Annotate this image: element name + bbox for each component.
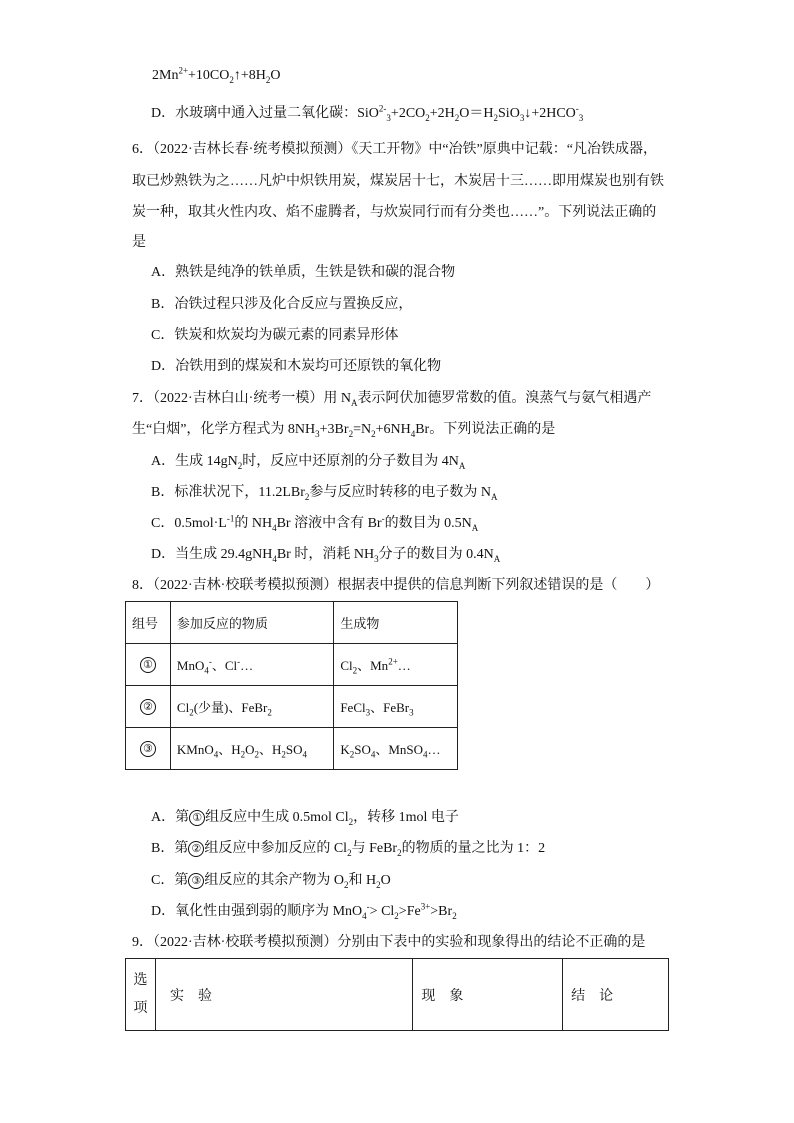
q8-option-c: C．第 ③ 组反应的其余产物为 $O_2$和 $H_2O$ (151, 873, 391, 890)
q8-row3-number: ③ (140, 741, 156, 757)
q8-table-row-2 (126, 686, 458, 728)
q8-row1-number: ① (140, 657, 156, 673)
circled-number-icon: ① (189, 810, 205, 826)
q9-table-header-row (126, 959, 669, 1031)
q8-row3-products: $K_2SO_4$、MnSO$_4$… (334, 728, 458, 770)
q6-stem-line-4: 是 (132, 235, 146, 250)
q8-row3-reactants: KMnO$_4$、$H_2O_2$、$H_2SO_4$ (170, 728, 333, 770)
q7-stem-line-2: 生“白烟”，化学方程式为 $8NH_3+3Br_2=N_2+6NH_4Br$。下列说法正确的是 (132, 422, 556, 439)
q6-stem-line-2: 取已炒熟铁为之……凡炉中炽铁用炭，煤炭居十七，木炭居十三……即用煤炭也别有铁 (132, 174, 664, 189)
q8-option-b: B．第 ② 组反应中参加反应的 $Cl_2$与 FeBr$_2$的物质的量之比为 1：2 (151, 841, 546, 858)
q8-row1-reactants: MnO$_4$-、Cl-… (170, 644, 333, 686)
q9-stem: 9．（2022·吉林·校联考模拟预测）分别由下表中的实验和现象得出的结论不正确的是 (132, 935, 646, 950)
q6-option-c: C．铁炭和炊炭均为碳元素的同素异形体 (151, 328, 399, 343)
circled-number-icon: ③ (188, 873, 204, 889)
q9-header-option: 选 项 (126, 959, 156, 1031)
q9-header-phenomenon: 现 象 (413, 959, 563, 1031)
q8-header-products: 生成物 (334, 602, 458, 644)
q8-stem: 8．（2022·吉林·校联考模拟预测）根据表中提供的信息判断下列叙述错误的是（ ） (132, 578, 660, 593)
q8-row2-number: ② (140, 699, 156, 715)
q8-header-group: 组号 (126, 602, 171, 644)
q7-option-d: D．当生成 29.4gNH$_4$Br 时，消耗 $NH_3$分子的数目为 $0.4N_A$ (151, 547, 501, 564)
q7-stem-line-1: 7．（2022·吉林白山·统考一模）用 $N_A$表示阿伏加德罗常数的值。溴蒸气与氨气相遇产 (132, 391, 652, 408)
q7-option-c: C．$0.5mol\cdot L^{-1}$的 $NH_4Br$ 溶液中含有 Br-的数目为 $0.5N_A$ (151, 513, 479, 533)
q7-option-b: B．标准状况下，11.2LBr$_2$参与反应时转移的电子数为 $N_A$ (151, 485, 498, 502)
q8-table (125, 601, 458, 770)
q5-option-d: D．水玻璃中通入过量二氧化碳：$SiO^{2-}_3+2CO_2+2H_2O=H_2SiO_3↓+2HCO^-_3$ (151, 103, 584, 123)
q8-row1-products: $Cl_2$、$Mn^{2+}\dots$ (334, 644, 458, 686)
q9-table (125, 958, 669, 1031)
q6-option-b: B．冶铁过程只涉及化合反应与置换反应， (151, 297, 413, 312)
q6-option-a: A．熟铁是纯净的铁单质，生铁是铁和碳的混合物 (151, 265, 456, 280)
q9-header-experiment: 实 验 (155, 959, 412, 1031)
q5-option-c-continuation: $2Mn^{2+}+10CO_2↑+8H_2O$ (152, 65, 281, 85)
q7-option-a: A．生成 $14gN_2$时，反应中还原剂的分子数目为 $4N_A$ (151, 454, 466, 471)
q9-header-conclusion: 结 论 (563, 959, 669, 1031)
q8-option-d: D．氧化性由强到弱的顺序为 $MnO_4^-> Cl_2>Fe^{3+}>Br_2$ (151, 901, 457, 921)
q8-table-row-3 (126, 728, 458, 770)
q6-option-d: D．冶铁用到的煤炭和木炭均可还原铁的氧化物 (151, 359, 442, 374)
q8-header-reactants: 参加反应的物质 (170, 602, 333, 644)
q8-row2-products: FeCl$_3$、FeBr$_3$ (334, 686, 458, 728)
q8-option-a: A．第 ① 组反应中生成 0.5mol $Cl_2$，转移 1mol 电子 (151, 810, 459, 827)
q8-table-row-1 (126, 644, 458, 686)
q6-stem-line-1: 6．（2022·吉林长春·统考模拟预测）《天工开物》中“冶铁”原典中记载：“凡冶铁成器， (132, 142, 657, 157)
circled-number-icon: ② (188, 841, 204, 857)
q6-stem-line-3: 炭一种，取其火性内攻、焰不虚腾者，与炊炭同行而有分类也……”。下列说法正确的 (132, 205, 657, 220)
q8-table-header-row (126, 602, 458, 644)
q8-row2-reactants: $Cl_2$(少量)、FeBr$_2$ (170, 686, 333, 728)
